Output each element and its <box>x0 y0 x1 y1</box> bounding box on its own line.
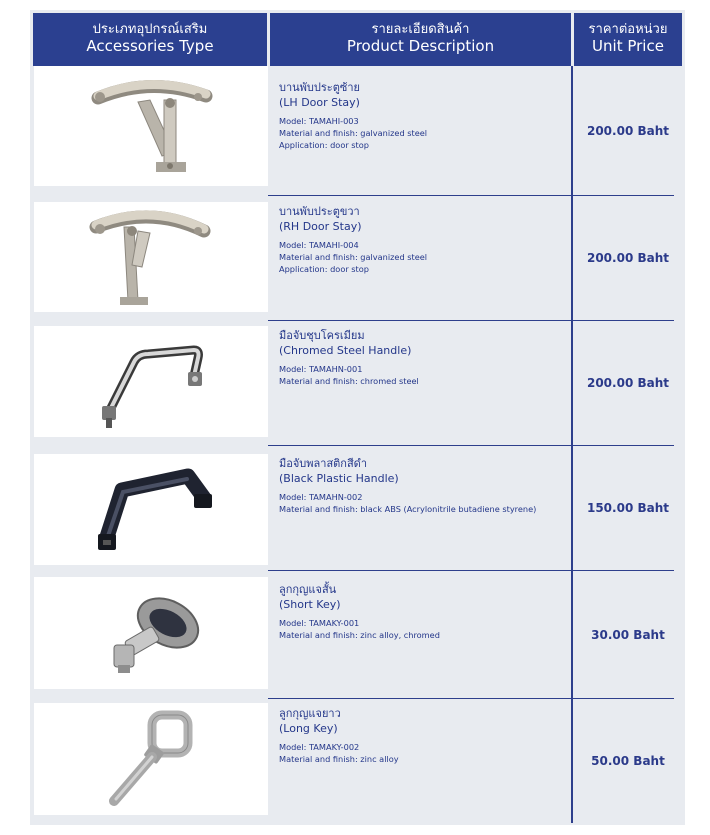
item-model: Model: TAMAHI-004 <box>279 240 359 250</box>
item-model: Model: TAMAKY-002 <box>279 742 360 752</box>
item-name-thai: บานพับประตูขวา <box>279 205 360 218</box>
header-col3-english: Unit Price <box>592 37 664 56</box>
item-name-thai: ลูกกุญแจยาว <box>279 707 341 720</box>
item-model: Model: TAMAHN-001 <box>279 364 363 374</box>
header-col2-thai: รายละเอียดสินค้า <box>371 22 470 38</box>
rh-door-stay-image <box>34 202 268 312</box>
chromed-handle-image <box>34 326 268 437</box>
long-key-description <box>279 706 564 765</box>
header-col3-thai: ราคาต่อหน่วย <box>588 22 668 38</box>
item-material: Material and finish: zinc alloy, chromed <box>279 630 440 640</box>
rh-door-stay-price: 200.00 Baht <box>586 251 669 265</box>
item-material: Material and finish: zinc alloy <box>279 754 399 764</box>
short-key-image <box>34 577 268 689</box>
rh-door-stay-description <box>279 204 564 275</box>
price-table <box>30 10 685 825</box>
short-key-description <box>279 582 564 641</box>
item-model: Model: TAMAHN-002 <box>279 492 363 502</box>
item-name-english: (Black Plastic Handle) <box>279 472 399 485</box>
header-col1-english: Accessories Type <box>86 37 214 56</box>
black-handle-price: 150.00 Baht <box>586 501 669 515</box>
black-handle-image <box>34 454 268 565</box>
item-name-thai: บานพับประตูซ้าย <box>279 81 360 94</box>
item-material: Material and finish: black ABS (Acrylonitrile butadiene styrene) <box>279 504 537 514</box>
item-name-english: (RH Door Stay) <box>279 220 362 233</box>
long-key-price: 50.00 Baht <box>591 754 665 768</box>
item-application: Application: door stop <box>279 264 369 274</box>
header-col2-english: Product Description <box>346 37 495 56</box>
item-name-english: (Long Key) <box>279 722 338 735</box>
short-key-price: 30.00 Baht <box>591 627 665 642</box>
item-model: Model: TAMAKY-001 <box>279 618 360 628</box>
black-handle-description <box>279 456 564 515</box>
item-name-thai: มือจับชุบโครเมียม <box>279 329 365 342</box>
item-material: Material and finish: galvanized steel <box>279 128 428 138</box>
item-material: Material and finish: galvanized steel <box>279 252 428 262</box>
item-name-english: (Chromed Steel Handle) <box>279 344 412 357</box>
lh-door-stay-description <box>279 80 564 151</box>
item-name-english: (LH Door Stay) <box>279 96 360 109</box>
chromed-handle-price: 200.00 Baht <box>586 376 669 390</box>
chromed-handle-description <box>279 328 564 387</box>
header-unit-price <box>574 13 682 66</box>
item-application: Application: door stop <box>279 140 369 150</box>
header-col1-thai: ประเภทอุปกรณ์เสริม <box>92 22 208 38</box>
header-product-description <box>270 13 571 66</box>
lh-door-stay-image <box>34 66 268 186</box>
item-name-english: (Short Key) <box>279 598 341 611</box>
item-name-thai: ลูกกุญแจสั้น <box>279 583 337 596</box>
item-name-thai: มือจับพลาสติกสีดำ <box>279 457 368 470</box>
item-material: Material and finish: chromed steel <box>279 376 419 386</box>
long-key-image <box>34 703 268 815</box>
header-accessories-type <box>33 13 267 66</box>
item-model: Model: TAMAHI-003 <box>279 116 359 126</box>
lh-door-stay-price: 200.00 Baht <box>586 124 669 138</box>
